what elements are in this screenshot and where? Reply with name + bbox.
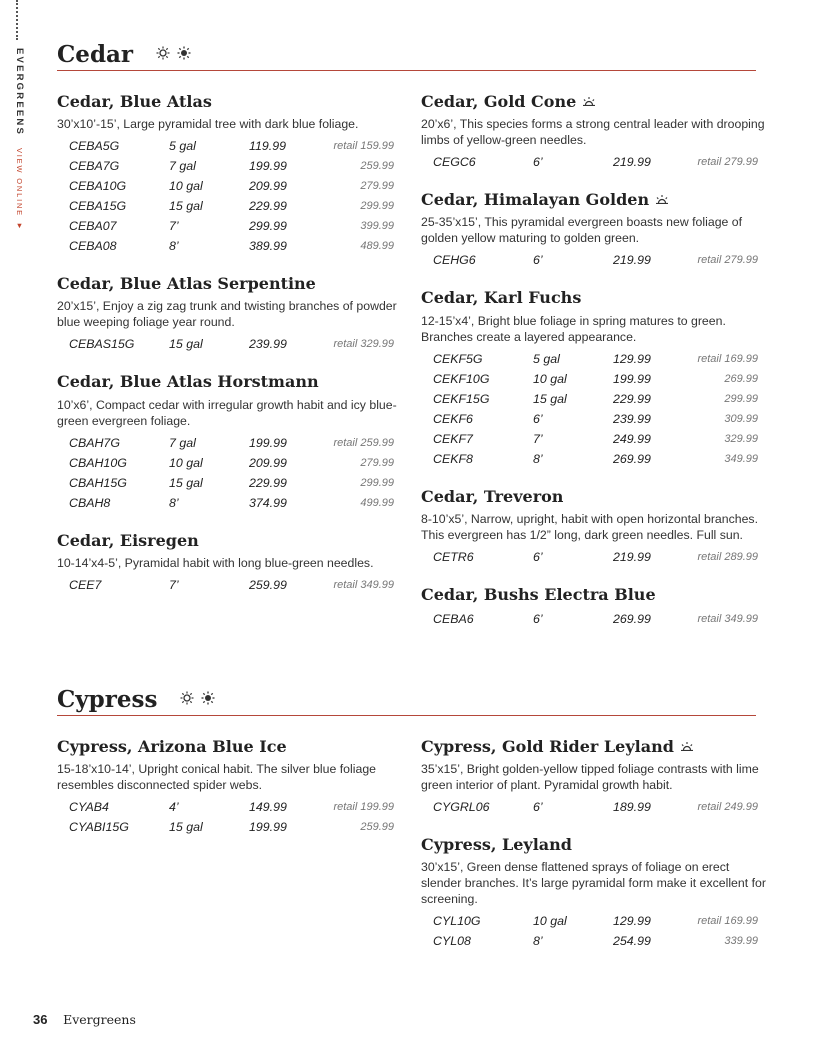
item-code: CEHG6 <box>433 253 476 268</box>
product-description: 8-10’x5’, Narrow, upright, habit with open horizontal branches. This evergreen has 1/2” long, dark green needles. Full sun. <box>421 511 758 542</box>
item-retail: 299.99 <box>360 200 394 213</box>
item-code: CEBA6 <box>433 611 474 626</box>
half-sun-icon <box>680 741 694 751</box>
item-code: CBAH8 <box>69 495 111 510</box>
item-price: 239.99 <box>613 411 651 426</box>
item-size: 7 gal <box>169 435 196 450</box>
dotted-divider <box>16 0 18 40</box>
product-item <box>421 487 771 567</box>
item-retail: retail 329.99 <box>333 338 394 351</box>
product-description: 35’x15’, Bright golden-yellow tipped foliage contrasts with lime green interior of plant. Pyramidal growth habit. <box>421 762 759 793</box>
item-price: 209.99 <box>249 179 287 194</box>
product-item <box>421 288 771 468</box>
product-description: 10’x6’, Compact cedar with irregular growth habit and icy blue-green evergreen foliage. <box>57 397 397 428</box>
item-retail: retail 199.99 <box>333 801 394 814</box>
item-price: 149.99 <box>249 800 287 815</box>
item-retail: 269.99 <box>724 372 758 385</box>
item-size: 15 gal <box>169 820 203 835</box>
item-code: CEKF7 <box>433 431 473 446</box>
price-row <box>69 136 402 156</box>
price-row <box>433 152 771 172</box>
item-retail: 349.99 <box>724 452 758 465</box>
price-row <box>433 547 771 567</box>
item-size: 6’ <box>533 611 543 626</box>
item-size: 6’ <box>533 253 543 268</box>
item-code: CEKF5G <box>433 351 483 366</box>
price-row <box>433 911 771 931</box>
product-item <box>57 92 402 256</box>
arrow-down-icon[interactable]: ▼ <box>15 221 24 233</box>
product-description: 10-14’x4-5’, Pyramidal habit with long blue-green needles. <box>57 555 374 570</box>
price-row <box>433 409 771 429</box>
item-code: CEBA5G <box>69 139 120 154</box>
section-header-cedar <box>57 43 756 71</box>
half-sun-icon <box>655 194 669 204</box>
item-code: CEBA10G <box>69 179 127 194</box>
item-price: 199.99 <box>249 435 287 450</box>
product-item <box>57 531 402 595</box>
item-size: 8’ <box>169 239 179 254</box>
item-retail: 299.99 <box>360 476 394 489</box>
item-size: 4’ <box>169 800 179 815</box>
item-size: 15 gal <box>169 337 203 352</box>
section-title: Cedar <box>57 41 134 68</box>
item-retail: 499.99 <box>360 496 394 509</box>
item-size: 10 gal <box>533 914 567 929</box>
item-size: 8’ <box>533 451 543 466</box>
product-description: 15-18’x10-14’, Upright conical habit. The silver blue foliage resembles disconnected spider webs. <box>57 762 376 793</box>
item-retail: retail 349.99 <box>697 612 758 625</box>
item-code: CETR6 <box>433 549 474 564</box>
item-price: 229.99 <box>613 391 651 406</box>
item-code: CYL10G <box>433 914 481 929</box>
item-code: CYL08 <box>433 934 471 949</box>
item-code: CEKF8 <box>433 451 473 466</box>
item-size: 15 gal <box>169 199 203 214</box>
product-name: Cypress, Arizona Blue Ice <box>57 737 287 756</box>
product-name <box>421 92 771 111</box>
product-name: Cedar, Blue Atlas Horstmann <box>57 372 319 392</box>
price-row <box>433 931 771 951</box>
item-price: 249.99 <box>613 431 651 446</box>
item-size: 7’ <box>169 577 179 592</box>
price-row <box>433 429 771 449</box>
price-row <box>69 216 402 236</box>
product-description: 20’x15’, Enjoy a zig zag trunk and twisting branches of powder blue weeping foliage year round. <box>57 299 397 330</box>
item-code: CEE7 <box>69 577 102 592</box>
sun-icon <box>180 691 194 705</box>
product-name <box>421 190 771 209</box>
item-price: 209.99 <box>249 455 287 470</box>
price-row <box>69 433 402 453</box>
item-code: CEBA08 <box>69 239 117 254</box>
item-size: 6’ <box>533 155 543 170</box>
price-row <box>69 797 402 817</box>
item-size: 7 gal <box>169 159 196 174</box>
part-sun-icon <box>177 46 191 60</box>
price-row <box>433 369 771 389</box>
item-size: 5 gal <box>533 351 560 366</box>
item-price: 254.99 <box>613 934 651 949</box>
item-code: CEBA07 <box>69 219 117 234</box>
price-row <box>69 493 402 513</box>
price-row <box>433 250 771 270</box>
item-retail: retail 279.99 <box>697 254 758 267</box>
price-row <box>433 797 771 817</box>
item-retail: retail 349.99 <box>333 578 394 591</box>
price-row <box>69 236 402 256</box>
item-code: CYABI15G <box>69 820 129 835</box>
item-price: 229.99 <box>249 475 287 490</box>
item-retail: 339.99 <box>724 935 758 948</box>
item-size: 8’ <box>169 495 179 510</box>
item-price: 389.99 <box>249 239 287 254</box>
item-price: 239.99 <box>249 337 287 352</box>
item-code: CEKF15G <box>433 391 490 406</box>
item-retail: retail 169.99 <box>697 352 758 365</box>
item-retail: retail 169.99 <box>697 915 758 928</box>
product-description: 30’x10’-15’, Large pyramidal tree with dark blue foliage. <box>57 117 359 132</box>
item-size: 15 gal <box>533 391 567 406</box>
item-price: 189.99 <box>613 800 651 815</box>
item-size: 6’ <box>533 800 543 815</box>
product-name <box>421 737 771 756</box>
item-price: 269.99 <box>613 451 651 466</box>
item-code: CEKF6 <box>433 411 473 426</box>
product-item <box>57 372 402 512</box>
page-footer <box>33 1012 136 1027</box>
item-size: 7’ <box>533 431 543 446</box>
product-item <box>421 190 771 270</box>
product-item <box>57 737 402 837</box>
item-price: 199.99 <box>249 820 287 835</box>
product-description: 20’x6’, This species forms a strong central leader with drooping limbs of yellow-green needles. <box>421 117 765 148</box>
product-name: Cedar, Treveron <box>421 486 564 506</box>
item-code: CBAH10G <box>69 455 127 470</box>
item-size: 6’ <box>533 549 543 564</box>
item-retail: 259.99 <box>360 821 394 834</box>
item-price: 259.99 <box>249 577 287 592</box>
item-code: CEBA7G <box>69 159 120 174</box>
item-price: 219.99 <box>613 155 651 170</box>
section-title: Cypress <box>57 686 158 713</box>
footer-section-name: Evergreens <box>63 1012 136 1027</box>
item-retail: retail 159.99 <box>333 140 394 153</box>
item-price: 374.99 <box>249 495 287 510</box>
item-retail: 489.99 <box>360 240 394 253</box>
product-name-text: Cedar, Gold Cone <box>421 92 577 111</box>
item-retail: 309.99 <box>724 412 758 425</box>
section-header-cypress <box>57 688 756 716</box>
half-sun-icon <box>582 96 596 106</box>
price-row <box>69 575 402 595</box>
cypress-right-column <box>421 737 771 969</box>
item-code: CEBA15G <box>69 199 127 214</box>
product-name-text: Cypress, Gold Rider Leyland <box>421 737 674 756</box>
item-size: 15 gal <box>169 475 203 490</box>
item-size: 8’ <box>533 934 543 949</box>
item-price: 269.99 <box>613 611 651 626</box>
item-price: 199.99 <box>613 371 651 386</box>
item-price: 199.99 <box>249 159 287 174</box>
item-size: 7’ <box>169 219 179 234</box>
item-retail: retail 259.99 <box>333 436 394 449</box>
item-code: CBAH7G <box>69 435 120 450</box>
item-code: CEKF10G <box>433 371 490 386</box>
price-row <box>69 156 402 176</box>
product-name: Cedar, Eisregen <box>57 530 199 550</box>
item-code: CEGC6 <box>433 155 476 170</box>
product-name: Cypress, Leyland <box>421 835 572 855</box>
item-code: CYGRL06 <box>433 800 490 815</box>
price-row <box>69 176 402 196</box>
view-online-link[interactable] <box>15 148 24 232</box>
product-name-text: Cedar, Himalayan Golden <box>421 190 650 210</box>
item-code: CEBAS15G <box>69 337 135 352</box>
sidebar-section-label: EVERGREENS <box>14 48 25 136</box>
price-row <box>69 817 402 837</box>
price-row <box>433 389 771 409</box>
product-name: Cedar, Blue Atlas <box>57 92 212 111</box>
item-price: 299.99 <box>249 219 287 234</box>
price-row <box>69 453 402 473</box>
item-price: 219.99 <box>613 549 651 564</box>
item-retail: 279.99 <box>360 456 394 469</box>
sun-icon <box>156 46 170 60</box>
product-item <box>421 737 771 817</box>
product-item <box>421 585 771 629</box>
item-retail: 299.99 <box>724 392 758 405</box>
item-retail: retail 249.99 <box>697 801 758 814</box>
item-price: 219.99 <box>613 253 651 268</box>
item-retail: 259.99 <box>360 160 394 173</box>
price-row <box>69 196 402 216</box>
cypress-left-column <box>57 737 402 855</box>
product-description: 30’x15’, Green dense flattened sprays of foliage on erect slender branches. It’s large pyramidal form make it excellent for screening. <box>421 860 766 907</box>
product-description: 25-35’x15’, This pyramidal evergreen boasts new foliage of golden yellow maturing to golden green. <box>421 215 743 246</box>
page-number: 36 <box>33 1012 48 1027</box>
product-name: Cedar, Blue Atlas Serpentine <box>57 274 316 294</box>
product-name: Cedar, Bushs Electra Blue <box>421 584 656 604</box>
item-size: 5 gal <box>169 139 196 154</box>
price-row <box>69 334 402 354</box>
view-online-label[interactable]: VIEW ONLINE <box>15 148 24 218</box>
product-item <box>421 92 771 172</box>
item-retail: retail 279.99 <box>697 156 758 169</box>
price-row <box>433 609 771 629</box>
item-size: 10 gal <box>533 371 567 386</box>
cedar-right-column <box>421 92 771 647</box>
price-row <box>69 473 402 493</box>
item-code: CBAH15G <box>69 475 127 490</box>
item-size: 6’ <box>533 411 543 426</box>
item-price: 129.99 <box>613 914 651 929</box>
price-row <box>433 449 771 469</box>
product-item <box>421 835 771 951</box>
cedar-left-column <box>57 92 402 613</box>
product-item <box>57 274 402 354</box>
item-retail: 329.99 <box>724 432 758 445</box>
item-price: 129.99 <box>613 351 651 366</box>
item-size: 10 gal <box>169 179 203 194</box>
product-name: Cedar, Karl Fuchs <box>421 288 582 308</box>
part-sun-icon <box>201 691 215 705</box>
item-retail: 279.99 <box>360 180 394 193</box>
price-row <box>433 349 771 369</box>
item-code: CYAB4 <box>69 800 109 815</box>
item-retail: 399.99 <box>360 220 394 233</box>
product-description: 12-15’x4’, Bright blue foliage in spring matures to green. Branches create a layered appearance. <box>421 313 726 344</box>
side-nav <box>10 0 26 240</box>
item-size: 10 gal <box>169 455 203 470</box>
item-retail: retail 289.99 <box>697 550 758 563</box>
item-price: 119.99 <box>249 139 286 154</box>
item-price: 229.99 <box>249 199 287 214</box>
